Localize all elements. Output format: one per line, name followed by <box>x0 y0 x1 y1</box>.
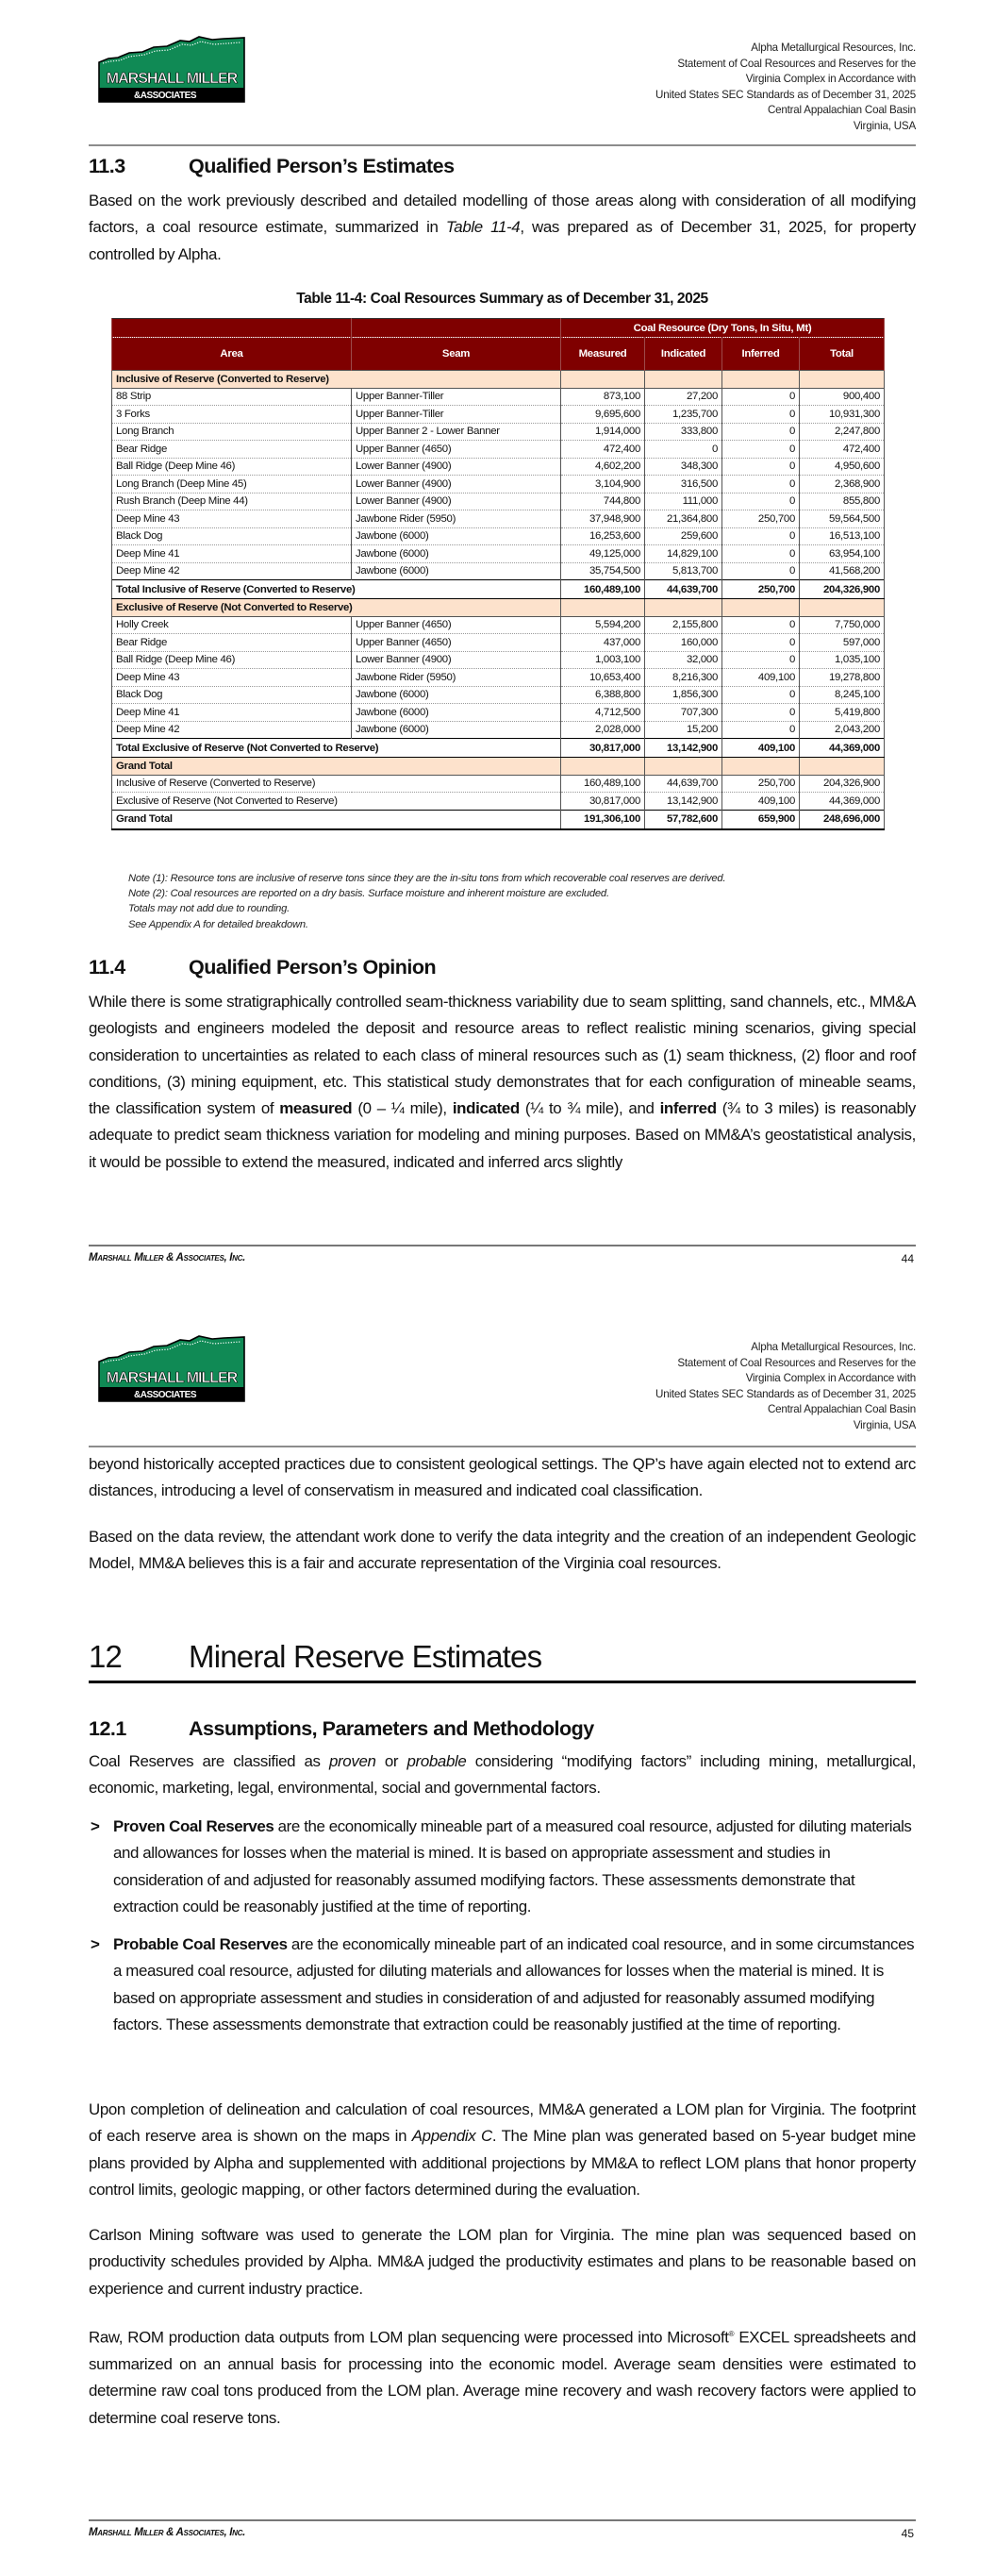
svg-text:&ASSOCIATES: &ASSOCIATES <box>134 1390 196 1400</box>
svg-text:MARSHALL MILLER: MARSHALL MILLER <box>106 71 238 87</box>
table-row: Holly Creek Upper Banner (4650) 5,594,200 2,155,800 0 7,750,000 <box>112 616 885 634</box>
footer-divider <box>89 2519 916 2521</box>
table-row: Bear Ridge Upper Banner (4650) 472,400 0 0 472,400 <box>112 441 885 459</box>
table-row: Exclusive of Reserve (Not Converted to Reserve) 30,817,000 13,142,900 409,100 44,369,000 <box>112 793 885 811</box>
table-group-row: Inclusive of Reserve (Converted to Reserve) <box>112 371 885 389</box>
table-row: Inclusive of Reserve (Converted to Reserve) 160,489,100 44,639,700 250,700 204,326,900 <box>112 775 885 793</box>
grand-row: Grand Total 191,306,100 57,782,600 659,900 248,696,000 <box>112 810 885 829</box>
table-notes <box>128 871 725 932</box>
carlson-paragraph: Carlson Mining software was used to generate the LOM plan for Virginia. The mine plan was sequenced based on productivity schedules provided by Alpha. MM&A judged the productivity estimates and plans to be reasonable based on experience and current industry practice. <box>89 2226 916 2298</box>
lom-paragraphs <box>89 2097 916 2432</box>
svg-text:&ASSOCIATES: &ASSOCIATES <box>134 91 196 101</box>
review-paragraph: Based on the data review, the attendant work done to verify the data integrity and the creation of an independent Geologic Model, MM&A believes this is a fair and accurate representation of the Virginia coal resources. <box>89 1527 916 1572</box>
table-group-row: Grand Total <box>112 758 885 776</box>
table-row: Deep Mine 43 Jawbone Rider (5950) 37,948,900 21,364,800 250,700 59,564,500 <box>112 510 885 528</box>
header-divider <box>89 144 916 146</box>
header-line: Statement of Coal Resources and Reserves for the <box>677 1356 916 1369</box>
table-row: Long Branch (Deep Mine 45) Lower Banner (4900) 3,104,900 316,500 0 2,368,900 <box>112 476 885 493</box>
marshall-miller-logo <box>97 1335 246 1403</box>
table-row: Deep Mine 41 Jawbone (6000) 49,125,000 14,829,100 0 63,954,100 <box>112 545 885 563</box>
header-line: Alpha Metallurgical Resources, Inc. <box>751 1341 916 1353</box>
table-row: Ball Ridge (Deep Mine 46) Lower Banner (4900) 1,003,100 32,000 0 1,035,100 <box>112 651 885 669</box>
column-header: Indicated <box>645 338 722 371</box>
table-group-row: Exclusive of Reserve (Not Converted to Reserve) <box>112 599 885 617</box>
section-paragraph: Coal Reserves are classified as proven or probable considering “modifying factors” including mining, metallurgical, economic, marketing, legal, environmental, social and governmental factors. <box>89 1752 916 1798</box>
chevron-bullet-icon: > <box>91 1817 100 1835</box>
header-line: Virginia, USA <box>853 1418 916 1431</box>
continued-paragraph: beyond historically accepted practices due to consistent geological settings. The QP’s have again elected not to extend arc distances, introducing a level of conservatism in measured and indicated coal classification. Based on the data review, the attendant work done to verify the data integrity and the creation of an independent Geologic Model, MM&A believes this is a fair and accurate representation of the Virginia coal resources. <box>89 1451 916 1577</box>
chevron-bullet-icon: > <box>91 1935 100 1954</box>
section-heading: 11.4 Qualified Person’s Opinion <box>89 956 437 979</box>
raw-data-paragraph: Raw, ROM production data outputs from LOM plan sequencing were processed into Microsoft® EXCEL spreadsheets and summarized on an annual basis for processing into the economic model. Average seam densities were estimated to determine raw coal tons produced from the LOM plan. Average mine recovery and wash recovery factors were applied to determine coal reserve tons. <box>89 2328 916 2427</box>
table-reference: Table 11-4 <box>445 218 521 237</box>
report-header <box>655 1340 916 1434</box>
table-row: Deep Mine 42 Jawbone (6000) 2,028,000 15,200 0 2,043,200 <box>112 721 885 739</box>
header-line: Alpha Metallurgical Resources, Inc. <box>751 42 916 54</box>
report-header <box>655 41 916 135</box>
column-header: Total <box>800 338 885 371</box>
chapter-heading: 12 Mineral Reserve Estimates <box>89 1639 916 1683</box>
column-header: Area <box>112 338 352 371</box>
header-line: United States SEC Standards as of December 31, 2025 <box>655 88 916 101</box>
table-row: Deep Mine 43 Jawbone Rider (5950) 10,653,400 8,216,300 409,100 19,278,800 <box>112 669 885 687</box>
coal-resources-table <box>111 318 885 830</box>
section-paragraph: While there is some stratigraphically controlled seam-thickness variability due to seam splitting, sand channels, etc., MM&A geologists and engineers modeled the deposit and resource areas to reflect realistic mining scenarios, giving special consideration to uncertainties as related to each class of mineral resources such as (1) seam thickness, (2) floor and roof conditions, (3) mining equipment, etc. This statistical study demonstrates that for each configuration of mineable seams, the classification system of measured (0 – ¼ mile), indicated (¼ to ¾ mile), and inferred (¾ to 3 miles) is reasonably adequate to predict seam thickness variation for modeling and mining purposes. Based on MM&A’s geostatistical analysis, it would be possible to extend the measured, indicated and inferred arcs slightly <box>89 993 916 1171</box>
list-item: > Probable Coal Reserves are the economically mineable part of an indicated coal resource, and in some circumstances a measured coal resource, adjusted for diluting materials and allowances for losses when the material is mined. It is based on appropriate assessment and studies in consideration of and adjusted for reasonably assumed modifying factors. These assessments demonstrate that extraction could be reasonably justified at the time of reporting. <box>89 1932 916 2038</box>
header-line: Statement of Coal Resources and Reserves for the <box>677 57 916 70</box>
table-row: 88 Strip Upper Banner-Tiller 873,100 27,200 0 900,400 <box>112 388 885 406</box>
footer-divider <box>89 1245 916 1246</box>
column-header: Measured <box>561 338 645 371</box>
footer-company: Marshall Miller & Associates, Inc. <box>89 2527 246 2538</box>
header-line: Central Appalachian Coal Basin <box>767 104 916 117</box>
section-paragraph: Based on the work previously described and detailed modelling of those areas along with consideration of all modifying factors, a coal resource estimate, summarized in Table 11-4, was prepared as of December 31, 2025, for property controlled by Alpha. <box>89 192 916 263</box>
table-note: Note (1): Resource tons are inclusive of reserve tons since they are the in-situ tons from which recoverable coal reserves are derived. <box>128 873 726 884</box>
lom-paragraph: Upon completion of delineation and calculation of coal resources, MM&A generated a LOM plan for Virginia. The footprint of each reserve area is shown on the maps in Appendix C. The Mine plan was generated based on 5-year budget mine plans provided by Alpha and supplemented with additional projections by MM&A to reflect LOM plans that honor property control limits, geologic mapping, or other factors determined during the evaluation. <box>89 2100 916 2199</box>
column-header: Inferred <box>722 338 800 371</box>
appendix-reference: Appendix C <box>411 2127 492 2146</box>
table-caption: Table 11-4: Coal Resources Summary as of December 31, 2025 <box>296 291 708 307</box>
table-row: Black Dog Jawbone (6000) 6,388,800 1,856,300 0 8,245,100 <box>112 686 885 704</box>
header-line: Virginia Complex in Accordance with <box>745 1372 916 1385</box>
header-line: Central Appalachian Coal Basin <box>767 1403 916 1416</box>
table-note: Note (2): Coal resources are reported on a dry basis. Surface moisture and inherent moisture are excluded. <box>128 888 609 900</box>
reserve-definitions <box>89 1814 916 2049</box>
table-row: Deep Mine 42 Jawbone (6000) 35,754,500 5,813,700 0 41,568,200 <box>112 562 885 580</box>
table-row: Ball Ridge (Deep Mine 46) Lower Banner (4900) 4,602,200 348,300 0 4,950,600 <box>112 458 885 476</box>
table-body <box>112 371 885 829</box>
header-line: Virginia, USA <box>853 119 916 132</box>
table-row: Long Branch Upper Banner 2 - Lower Banner 1,914,000 333,800 0 2,247,800 <box>112 423 885 441</box>
header-line: United States SEC Standards as of December 31, 2025 <box>655 1387 916 1400</box>
section-11-4 <box>89 956 916 1176</box>
table-row: Black Dog Jawbone (6000) 16,253,600 259,600 0 16,513,100 <box>112 527 885 545</box>
section-heading: 11.3 Qualified Person’s Estimates <box>89 155 455 177</box>
table-row: Deep Mine 41 Jawbone (6000) 4,712,500 707,300 0 5,419,800 <box>112 704 885 722</box>
table-row: Rush Branch (Deep Mine 44) Lower Banner (4900) 744,800 111,000 0 855,800 <box>112 493 885 510</box>
column-header: Seam <box>352 338 561 371</box>
section-heading: 12.1 Assumptions, Parameters and Methodology <box>89 1717 594 1740</box>
group-header: Coal Resource (Dry Tons, In Situ, Mt) <box>561 319 885 338</box>
section-12-1 <box>89 1717 916 1802</box>
page-45 <box>0 1288 995 2576</box>
table-note: See Appendix A for detailed breakdown. <box>128 918 308 930</box>
footer-company: Marshall Miller & Associates, Inc. <box>89 1252 246 1263</box>
total-row: Total Exclusive of Reserve (Not Converted to Reserve) 30,817,000 13,142,900 409,100 44,369,000 <box>112 739 885 758</box>
table-row: 3 Forks Upper Banner-Tiller 9,695,600 1,235,700 0 10,931,300 <box>112 406 885 424</box>
section-11-3 <box>89 155 916 268</box>
header-line: Virginia Complex in Accordance with <box>745 73 916 86</box>
total-row: Total Inclusive of Reserve (Converted to Reserve) 160,489,100 44,639,700 250,700 204,326,900 <box>112 580 885 599</box>
svg-text:MARSHALL MILLER: MARSHALL MILLER <box>106 1370 238 1386</box>
page-number: 44 <box>901 1252 914 1265</box>
marshall-miller-logo <box>97 36 246 104</box>
chapter-12 <box>89 1639 916 1683</box>
list-item: > Proven Coal Reserves are the economically mineable part of a measured coal resource, adjusted for diluting materials and allowances for losses when the material is mined. It is based on appropriate assessment and studies in consideration of and adjusted for reasonably assumed modifying factors. These assessments demonstrate that extraction could be reasonably justified at the time of reporting. <box>89 1814 916 1920</box>
header-divider <box>89 1446 916 1447</box>
table-note: Totals may not add due to rounding. <box>128 903 290 915</box>
page-number: 45 <box>901 2527 914 2540</box>
table-row: Bear Ridge Upper Banner (4650) 437,000 160,000 0 597,000 <box>112 634 885 652</box>
